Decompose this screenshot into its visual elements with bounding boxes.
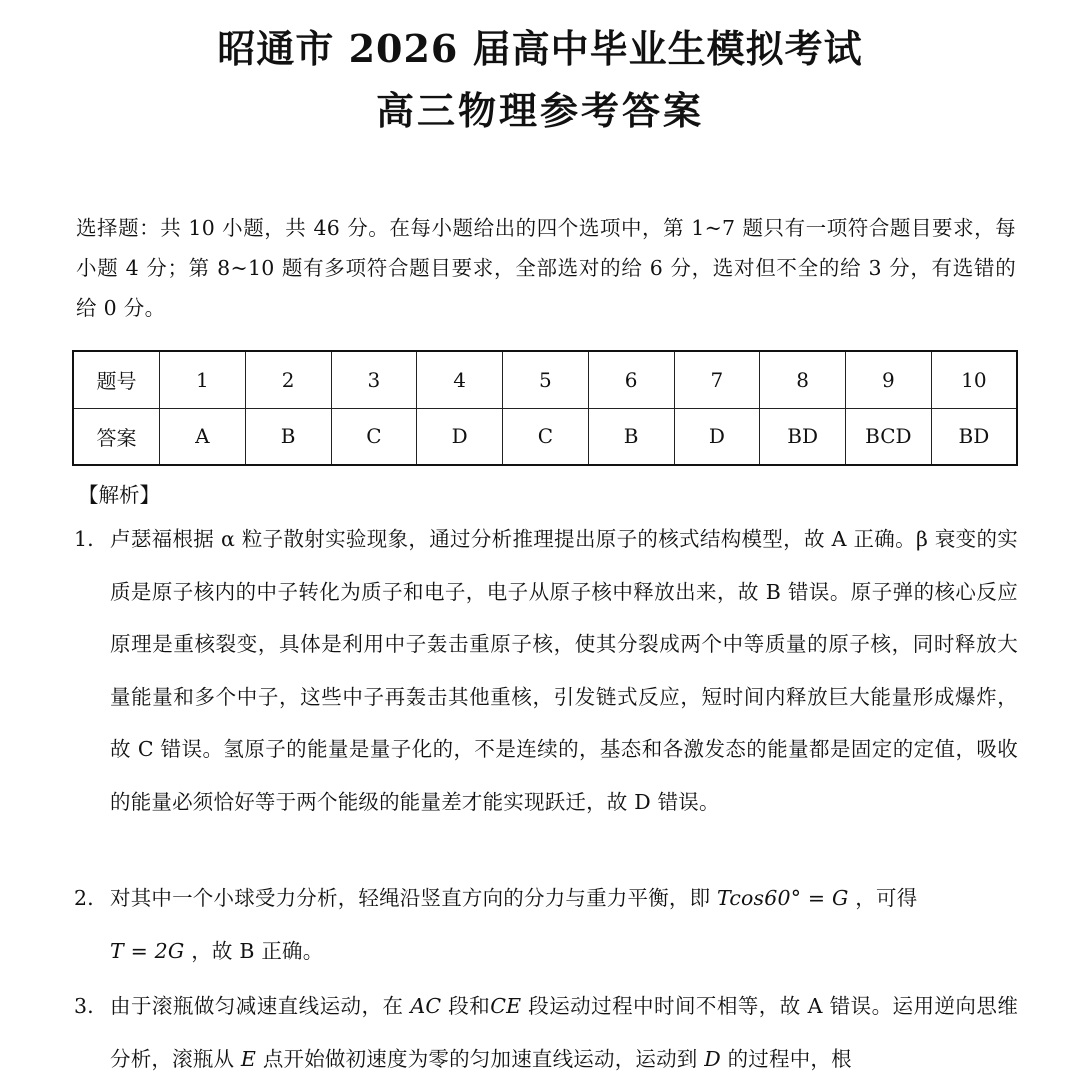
item-text: 卢瑟福根据 α 粒子散射实验现象，通过分析推理提出原子的核式结构模型，故 A 正确。β 衰变的实质是原子核内的中子转化为质子和电子，电子从原子核中释放出来，故 B 错误。原子弹的核心反应原理是重核裂变，具体是利用中子轰击重原子核，使其分裂成两个中等质量的原子核，同时释放大量能量和多个中子，这些中子再轰击其他重核，引发链式反应，短时间内释放巨大能量形成爆炸，故 C 错误。氢原子的能量是量子化的，不是连续的，基态和各激发态的能量都是固定的定值，吸收的能量必须恰好等于两个能级的能量差才能实现跃迁，故 D 错误。 xyxy=(110,527,1018,814)
text-segment: 段运动过程中时间不相等，故 A 错误。运用逆向思维分析，滚瓶从 xyxy=(110,994,1019,1071)
item-text xyxy=(110,980,1018,1085)
question-number-cell: 4 xyxy=(417,351,503,408)
answer-cell: D xyxy=(674,408,760,465)
row-label-answer: 答案 xyxy=(73,408,160,465)
instructions-paragraph: 选择题：共 10 小题，共 46 分。在每小题给出的四个选项中，第 1~7 题只有一项符合题目要求，每小题 4 分；第 8~10 题有多项符合题目要求，全部选对的给 6 分，选对但不全的给 3 分，有选错的给 0 分。 xyxy=(76,216,1016,320)
formula-tension-result: T = 2G xyxy=(110,938,185,963)
document-subtitle: 高三物理参考答案 xyxy=(375,88,704,133)
question-number-cell: 3 xyxy=(331,351,417,408)
question-number-cell: 8 xyxy=(760,351,846,408)
item-text xyxy=(110,872,1018,977)
symbol-segment: E xyxy=(240,1046,257,1071)
text-segment: 对其中一个小球受力分析，轻绳沿竖直方向的分力与重力平衡，即 xyxy=(110,886,711,910)
answer-cell: B xyxy=(245,408,331,465)
question-number-cell: 6 xyxy=(588,351,674,408)
symbol-segment: CE xyxy=(490,994,522,1018)
row-label-question-number: 题号 xyxy=(73,351,160,408)
question-number-cell: 1 xyxy=(160,351,246,408)
question-number-row xyxy=(73,351,1017,408)
answer-cell: BD xyxy=(760,408,846,465)
question-number-cell: 9 xyxy=(846,351,932,408)
analysis-item-2 xyxy=(74,872,1018,977)
text-segment: 点开始做初速度为零的匀加速直线运动，运动到 xyxy=(262,1046,698,1071)
answer-cell: C xyxy=(331,408,417,465)
text-segment: 段和 xyxy=(448,994,491,1018)
question-number-cell: 5 xyxy=(503,351,589,408)
analysis-heading: 【解析】 xyxy=(78,483,160,507)
answer-table xyxy=(72,350,1018,466)
item-number: 2． xyxy=(74,886,108,910)
text-segment: 的过程中，根 xyxy=(727,1046,852,1071)
text-segment: ，故 B 正确。 xyxy=(191,938,324,963)
answer-cell: D xyxy=(417,408,503,465)
answer-cell: A xyxy=(160,408,246,465)
text-segment: 由于滚瓶做匀减速直线运动，在 xyxy=(110,994,404,1018)
symbol-segment: D xyxy=(704,1046,721,1071)
answer-cell: B xyxy=(588,408,674,465)
question-number-cell: 10 xyxy=(931,351,1017,408)
answer-cell: BD xyxy=(931,408,1017,465)
question-number-cell: 2 xyxy=(245,351,331,408)
symbol-segment: AC xyxy=(410,994,442,1018)
document-title: 昭通市 2026 届高中毕业生模拟考试 xyxy=(217,26,863,71)
text-segment: ，可得 xyxy=(855,886,918,910)
item-number: 3． xyxy=(74,994,108,1018)
answer-row xyxy=(73,408,1017,465)
item-number: 1． xyxy=(74,527,108,551)
analysis-item-1 xyxy=(74,513,1018,828)
analysis-item-3 xyxy=(74,980,1018,1085)
answer-cell: BCD xyxy=(846,408,932,465)
question-number-cell: 7 xyxy=(674,351,760,408)
formula-tension-equation: Tcos60° = G xyxy=(717,886,849,910)
answer-cell: C xyxy=(503,408,589,465)
